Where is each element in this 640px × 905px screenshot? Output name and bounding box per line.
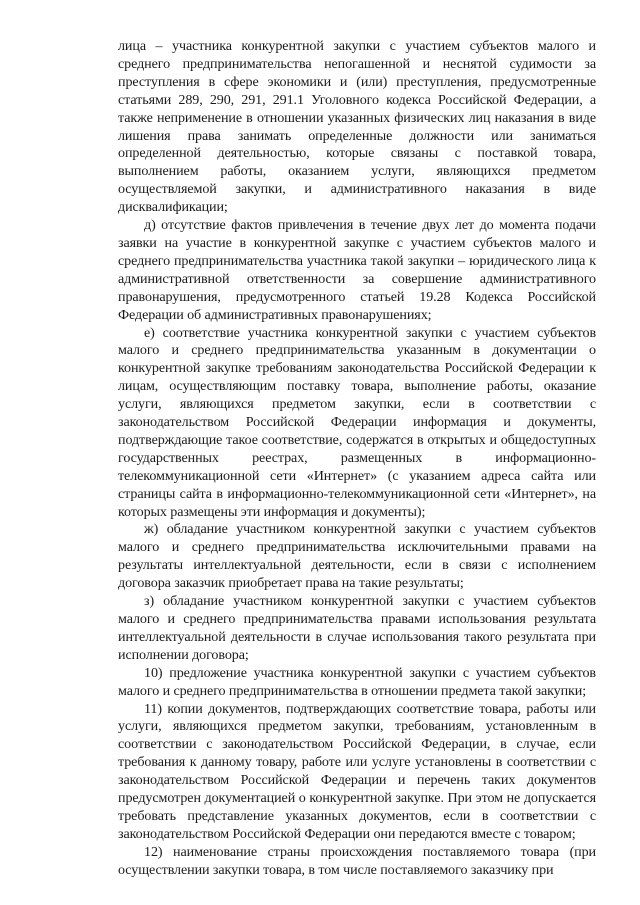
paragraph-zh: ж) обладание участником конкурентной закупки с участием субъектов малого и среднего предпринимательства исключительными правами на результаты интеллектуальной деятельности, если в связи с исполнением договора заказчик приобретает права на такие результаты; [118,521,596,592]
paragraph-10: 10) предложение участника конкурентной закупки с участием субъектов малого и среднего предпринимательства в отношении предмета такой закупки; [118,664,596,699]
paragraph-z: з) обладание участником конкурентной закупки с участием субъектов малого и среднего предпринимательства правами использования результата интеллектуальной деятельности в случае использования такого результата при исполнении договора; [118,593,596,663]
paragraph-d: д) отсутствие фактов привлечения в течение двух лет до момента подачи заявки на участие в конкурентной закупке с участием субъектов малого и среднего предпринимательства участника такой закупки – юридического лица к административной ответственности за совершение административного правонарушения, предусмотренного статьей 19.28 Кодекса Российской Федерации об административных правонарушениях; [118,217,596,323]
paragraph-e: е) соответствие участника конкурентной закупки с участием субъектов малого и среднего предпринимательства указанным в документации о конкурентной закупке требованиям законодательства Российской Федерации к лицам, осуществляющим поставку товара, выполнение работы, оказание услуги, являющихся предметом закупки, если в соответствии с законодательством Российской Федерации информация и документы, подтверждающие такое соответствие, содержатся в открытых и общедоступных государственных реестрах, размещенных в информационно-телекоммуникационной сети «Интернет» (с указанием адреса сайта или страницы сайта в информационно-телекоммуникационной сети «Интернет», на которых размещены эти информация и документы); [118,324,596,520]
paragraph-continuation: лица – участника конкурентной закупки с участием субъектов малого и среднего предпринимательства непогашенной и неснятой судимости за преступления в сфере экономики и (или) преступления, предусмотренные статьями 289, 290, 291, 291.1 Уголовного кодекса Российской Федерации, а также неприменение в отношении указанных физических лиц наказания в виде лишения права занимать определенные должности или заниматься определенной деятельностью, которые связаны с поставкой товара, выполнением работы, оказанием услуги, являющихся предметом осуществляемой закупки, и административного наказания в виде дисквалификации; [118,38,596,216]
document-page [118,38,596,880]
paragraph-12: 12) наименование страны происхождения поставляемого товара (при осуществлении закупки товара, в том числе поставляемого заказчику при [118,843,596,878]
paragraph-11: 11) копии документов, подтверждающих соответствие товара, работы или услуги, являющихся предметом закупки, требованиям, установленным в соответствии с законодательством Российской Федерации, в случае, если требования к данному товару, работе или услуге установлены в соответствии с законодательством Российской Федерации и перечень таких документов предусмотрен документацией о конкурентной закупке. При этом не допускается требовать представление указанных документов, если в соответствии с законодательством Российской Федерации они передаются вместе с товаром; [118,700,596,842]
